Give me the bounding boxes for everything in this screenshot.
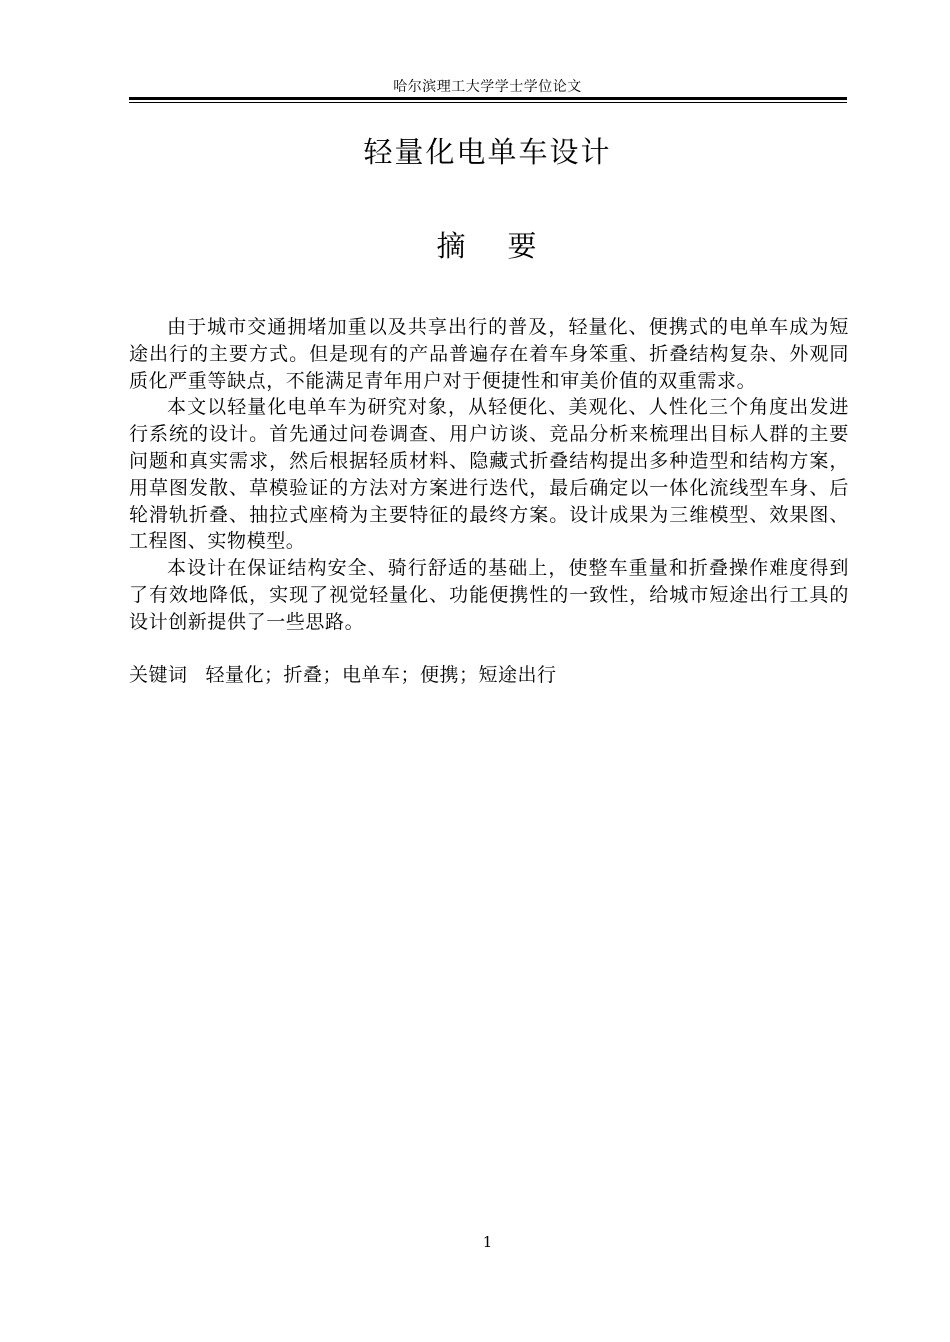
header-rule-thick [129, 97, 847, 100]
abstract-paragraph-2: 本文以轻量化电单车为研究对象，从轻便化、美观化、人性化三个角度出发进行系统的设计。首先通过问卷调查、用户访谈、竞品分析来梳理出目标人群的主要问题和真实需求，然后根据轻质材料、隐藏式折叠结构提出多种造型和结构方案，用草图发散、草模验证的方法对方案进行迭代，最后确定以一体化流线型车身、后轮滑轨折叠、抽拉式座椅为主要特征的最终方案。设计成果为三维模型、效果图、工程图、实物模型。 [129, 396, 849, 553]
document-title: 轻量化电单车设计 [363, 135, 612, 169]
running-header: 哈尔滨理工大学学士学位论文 [393, 79, 582, 95]
abstract-paragraph-3: 本设计在保证结构安全、骑行舒适的基础上，使整车重量和折叠操作难度得到了有效地降低，实现了视觉轻量化、功能便携性的一致性，给城市短途出行工具的设计创新提供了一些思路。 [129, 557, 849, 633]
header-rule-thin [129, 102, 847, 103]
keywords-label: 关键词 [129, 664, 188, 686]
abstract-paragraph-1: 由于城市交通拥堵加重以及共享出行的普及，轻量化、便携式的电单车成为短途出行的主要方式。但是现有的产品普遍存在着车身笨重、折叠结构复杂、外观同质化严重等缺点，不能满足青年用户对于便捷性和审美价值的双重需求。 [129, 316, 849, 392]
abstract-heading-part2: 要 [507, 229, 539, 263]
abstract-body [129, 314, 849, 636]
keywords-text: 轻量化；折叠；电单车；便携；短途出行 [205, 664, 557, 686]
page-number: 1 [482, 1233, 493, 1251]
abstract-heading-part1: 摘 [436, 229, 468, 263]
abstract-heading [0, 227, 950, 265]
keywords-line [129, 662, 849, 688]
